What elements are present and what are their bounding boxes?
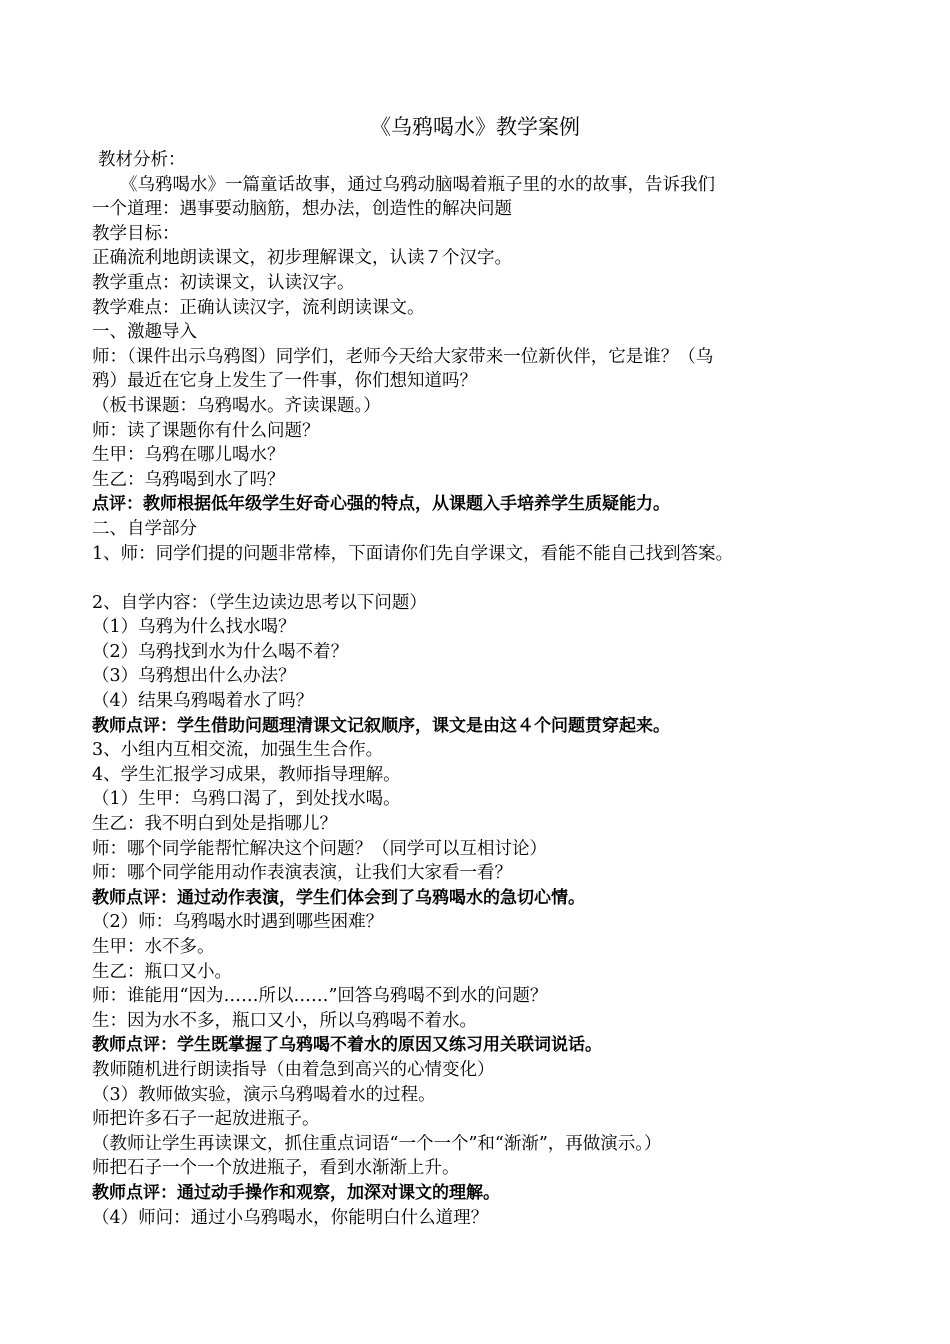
text-line: （3）乌鸦想出什么办法？ xyxy=(92,666,296,687)
comment-line: 教师点评：通过动手操作和观察，加深对课文的理解。 xyxy=(92,1182,500,1203)
comment-line: 教师点评：通过动作表演，学生们体会到了乌鸦喝水的急切心情。 xyxy=(92,887,585,908)
text-line: 一、激趣导入 xyxy=(92,322,197,343)
text-line: （教师让学生再读课文，抓住重点词语“一个一个”和“渐渐”，再做演示。） xyxy=(92,1133,662,1154)
text-line: （3）教师做实验，演示乌鸦喝着水的过程。 xyxy=(92,1084,436,1105)
text-line: 正确流利地朗读课文，初步理解课文，认读７个汉字。 xyxy=(92,248,512,269)
document-body xyxy=(92,148,882,1230)
text-line: 师：（课件出示乌鸦图）同学们，老师今天给大家带来一位新伙伴，它是谁？（乌 xyxy=(92,346,714,367)
text-line: （板书课题：乌鸦喝水。齐读课题。） xyxy=(92,395,381,416)
text-line: 教师随机进行朗读指导（由着急到高兴的心情变化） xyxy=(92,1059,495,1080)
text-line: 一个道理：遇事要动脑筋，想办法，创造性的解决问题 xyxy=(92,199,512,220)
text-line: 生甲：水不多。 xyxy=(92,937,215,957)
text-line: 生乙：我不明白到处是指哪儿？ xyxy=(92,814,337,835)
text-line: 1、师：同学们提的问题非常棒，下面请你们先自学课文，看能不能自己找到答案。 xyxy=(92,543,734,564)
document-title: 《乌鸦喝水》教学案例 xyxy=(370,115,580,139)
blank-line xyxy=(92,566,882,591)
text-line: 生甲：乌鸦在哪儿喝水？ xyxy=(92,445,285,466)
text-line: 生乙：瓶口又小。 xyxy=(92,961,232,982)
text-line: 师：哪个同学能用动作表演表演，让我们大家看一看？ xyxy=(92,863,512,884)
text-line: 生：因为水不多，瓶口又小，所以乌鸦喝不着水。 xyxy=(92,1010,477,1031)
comment-line: 教师点评：学生既掌握了乌鸦喝不着水的原因又练习用关联词说话。 xyxy=(92,1035,602,1056)
text-line: （2）乌鸦找到水为什么喝不着？ xyxy=(92,641,349,662)
text-line: （4）师问：通过小乌鸦喝水，你能明白什么道理？ xyxy=(92,1207,489,1228)
text-line: 二、自学部分 xyxy=(92,518,197,539)
text-line: （4）结果乌鸦喝着水了吗？ xyxy=(92,691,314,712)
text-line: 鸦）最近在它身上发生了一件事，你们想知道吗？ xyxy=(92,371,477,392)
text-line: 4、学生汇报学习成果，教师指导理解。 xyxy=(92,764,401,785)
text-line: 教材分析： xyxy=(98,150,186,170)
comment-line: 教师点评：学生借助问题理清课文记叙顺序，课文是由这４个问题贯穿起来。 xyxy=(92,715,670,736)
text-line: （2）师：乌鸦喝水时遇到哪些困难？ xyxy=(92,912,384,933)
text-line: 2、自学内容：（学生边读边思考以下问题） xyxy=(92,592,427,613)
text-line: 师：读了课题你有什么问题？ xyxy=(92,420,320,441)
text-line: 师把石子一个一个放进瓶子，看到水渐渐上升。 xyxy=(92,1158,460,1179)
text-line: 教学目标： xyxy=(92,223,180,244)
text-line: 3、小组内互相交流，加强生生合作。 xyxy=(92,740,384,761)
text-line: 生乙：乌鸦喝到水了吗？ xyxy=(92,469,285,490)
comment-line: 点评：教师根据低年级学生好奇心强的特点，从课题入手培养学生质疑能力。 xyxy=(92,494,670,515)
text-line: 师：谁能用“因为……所以……”回答乌鸦喝不到水的问题？ xyxy=(92,986,548,1007)
text-line: （1）生甲：乌鸦口渴了，到处找水喝。 xyxy=(92,789,401,810)
text-line: 教学难点：正确认读汉字，流利朗读课文。 xyxy=(92,297,425,318)
text-line: 教学重点：初读课文，认读汉字。 xyxy=(92,272,355,293)
text-line: 师把许多石子一起放进瓶子。 xyxy=(92,1109,320,1130)
text-line: 《乌鸦喝水》一篇童话故事，通过乌鸦动脑喝着瓶子里的水的故事，告诉我们 xyxy=(120,174,715,195)
text-line: （1）乌鸦为什么找水喝？ xyxy=(92,617,296,638)
text-line: 师：哪个同学能帮忙解决这个问题？（同学可以互相讨论） xyxy=(92,838,547,859)
